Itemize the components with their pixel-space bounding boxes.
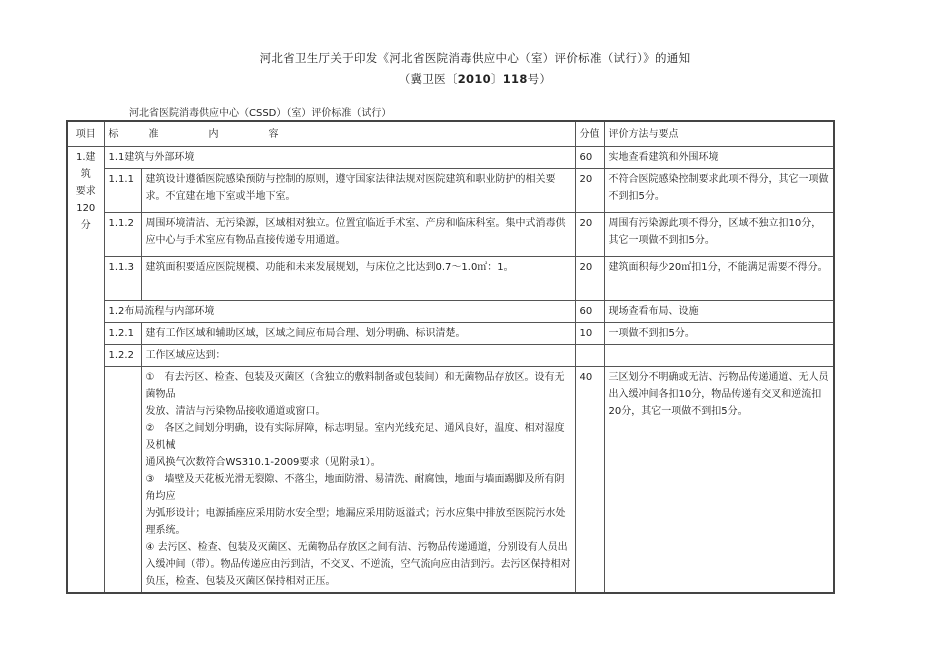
doc-no-prefix: （冀卫医〔 — [398, 72, 458, 86]
row-number: 1.2.1 — [104, 323, 141, 345]
list-item: 发放、清洁与污染物品接收通道或窗口。 — [145, 406, 326, 417]
list-item: ① 有去污区、检查、包装及灭菌区（含独立的敷料制备或包装间）和无菌物品存放区。设有无菌物品 — [145, 372, 565, 400]
row-method: 三区划分不明确或无洁、污物品传递通道、无人员出入缓冲间各扣10分，物品传递有交叉和逆流扣20分，其它一项做不到扣5分。 — [604, 367, 834, 594]
row-method: 周围有污染源此项不得分，区域不独立扣10分，其它一项做不到扣5分。 — [604, 213, 834, 257]
doc-no-year: 2010 — [457, 72, 491, 86]
list-item: ④ 去污区、检查、包装及灭菌区、无菌物品存放区之间有洁、污物品传递通道，分别设有人员出入缓冲间（带）。物品传递应由污到洁，不交叉、不逆流，空气流向应由洁到污。去污区保持相对负压，检查、包装及灭菌区保持相对正压。 — [145, 542, 571, 587]
project-line: 要求 — [75, 186, 96, 197]
header-standard: 标 准 内 容 — [104, 121, 575, 147]
table-row — [67, 301, 834, 323]
row-score: 20 — [575, 213, 604, 257]
row-method: 现场查看布局、设施 — [604, 301, 834, 323]
header-score: 分值 — [575, 121, 604, 147]
evaluation-table — [66, 120, 835, 594]
section-project-cell — [67, 147, 104, 594]
table-row — [67, 323, 834, 345]
row-text: 周围环境清洁、无污染源，区域相对独立。位置宜临近手术室、产房和临床科室。集中式消毒供应中心与手术室应有物品直接传递专用通道。 — [141, 213, 575, 257]
row-text: 1.2布局流程与内部环境 — [104, 301, 575, 323]
table-row — [67, 257, 834, 301]
table-header-row — [67, 121, 834, 147]
row-score: 20 — [575, 169, 604, 213]
header-project: 项目 — [67, 121, 104, 147]
table-subtitle: 河北省医院消毒供应中心（CSSD）（室）评价标准（试行） — [129, 108, 392, 119]
row-score: 40 — [575, 367, 604, 594]
table-row — [67, 367, 834, 594]
row-number: 1.1.1 — [104, 169, 141, 213]
project-line: 1.建筑 — [75, 152, 96, 180]
row-number: 1.1.2 — [104, 213, 141, 257]
list-item: ② 各区之间划分明确，设有实际屏障，标志明显。室内光线充足、通风良好，温度、相对湿度及机械 — [145, 423, 565, 451]
table-row — [67, 169, 834, 213]
row-text: 建筑设计遵循医院感染预防与控制的原则，遵守国家法律法规对医院建筑和职业防护的相关要求。不宜建在地下室或半地下室。 — [141, 169, 575, 213]
row-score: 20 — [575, 257, 604, 301]
project-line: 120分 — [76, 203, 96, 231]
row-score: 10 — [575, 323, 604, 345]
row-text: 工作区域应达到： — [141, 345, 575, 367]
doc-no-suffix: 号） — [527, 72, 552, 86]
document-title: 河北省卫生厅关于印发《河北省医院消毒供应中心（室）评价标准（试行）》的通知 — [259, 51, 691, 65]
doc-no-mid: 〕 — [490, 72, 503, 86]
list-item: ③ 墙壁及天花板光滑无裂隙、不落尘，地面防滑、易清洗、耐腐蚀，地面与墙面踢脚及所有阴角均应 — [145, 474, 565, 502]
row-number: 1.1.3 — [104, 257, 141, 301]
table-row — [67, 147, 834, 169]
list-item: 通风换气次数符合WS310.1-2009要求（见附录1）。 — [145, 457, 381, 468]
row-detail-text — [141, 367, 575, 594]
row-method — [604, 345, 834, 367]
doc-no-number: 118 — [502, 72, 528, 86]
row-score: 60 — [575, 147, 604, 169]
document-number — [0, 71, 950, 87]
row-score — [575, 345, 604, 367]
row-method: 不符合医院感染控制要求此项不得分，其它一项做不到扣5分。 — [604, 169, 834, 213]
row-method: 实地查看建筑和外围环境 — [604, 147, 834, 169]
row-method: 一项做不到扣5分。 — [604, 323, 834, 345]
list-item: 为弧形设计；电源插座应采用防水安全型；地漏应采用防返溢式；污水应集中排放至医院污水处理系统。 — [145, 508, 566, 536]
row-number: 1.2.2 — [104, 345, 141, 367]
row-score: 60 — [575, 301, 604, 323]
table-row — [67, 345, 834, 367]
row-text: 建有工作区域和辅助区域，区域之间应布局合理、划分明确、标识清楚。 — [141, 323, 575, 345]
header-method: 评价方法与要点 — [604, 121, 834, 147]
row-method: 建筑面积每少20㎡扣1分，不能满足需要不得分。 — [604, 257, 834, 301]
row-text: 建筑面积要适应医院规模、功能和未来发展规划，与床位之比达到0.7～1.0㎡：1。 — [141, 257, 575, 301]
row-text: 1.1建筑与外部环境 — [104, 147, 575, 169]
row-number — [104, 367, 141, 594]
table-row — [67, 213, 834, 257]
